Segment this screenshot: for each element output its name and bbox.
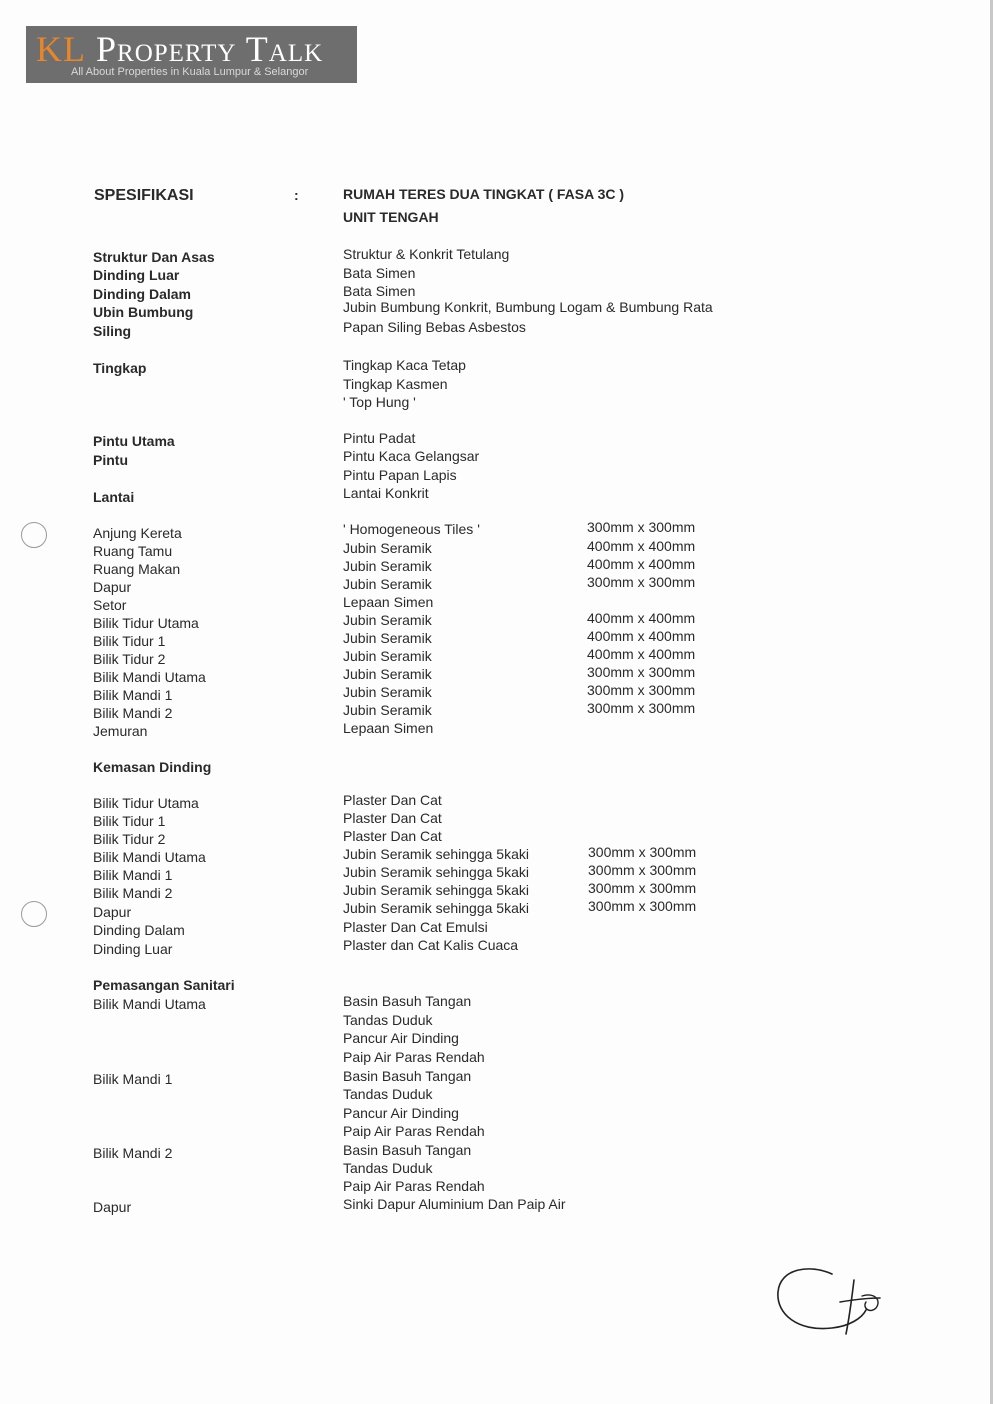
sanitari-item: Basin Basuh Tangan [343,1142,472,1158]
site-logo [26,26,357,83]
dinding-finish: Plaster Dan Cat [343,828,442,844]
value-tingkap-1: Tingkap Kaca Tetap [343,357,466,373]
lantai-room: Bilik Mandi 1 [93,687,173,703]
value-dinding-luar: Bata Simen [343,265,416,281]
dinding-finish: Jubin Seramik sehingga 5kaki [343,846,529,862]
dinding-finish: Jubin Seramik sehingga 5kaki [343,882,529,898]
lantai-room: Jemuran [93,723,148,739]
dinding-room: Bilik Mandi 1 [93,867,173,883]
dinding-room: Bilik Tidur 1 [93,813,166,829]
label-kemasan-dinding: Kemasan Dinding [93,759,212,775]
spec-colon: : [294,187,299,203]
dinding-room: Dapur [93,904,132,920]
lantai-size: 400mm x 400mm [587,610,696,626]
logo-tagline: All About Properties in Kuala Lumpur & Selangor [71,66,309,78]
lantai-size: 300mm x 300mm [587,574,696,590]
lantai-room: Bilik Tidur 2 [93,651,166,667]
sanitari-item: Sinki Dapur Aluminium Dan Paip Air [343,1196,566,1212]
lantai-size: 400mm x 400mm [587,538,696,554]
value-siling: Papan Siling Bebas Asbestos [343,319,526,335]
sanitari-item: Tandas Duduk [343,1012,433,1028]
dinding-size: 300mm x 300mm [588,880,697,896]
value-tingkap-3: ' Top Hung ' [343,394,416,410]
value-pintu-3: Pintu Papan Lapis [343,467,457,483]
sanitari-room: Dapur [93,1199,132,1215]
lantai-size: 400mm x 400mm [587,646,696,662]
lantai-room: Dapur [93,579,132,595]
sanitari-item: Pancur Air Dinding [343,1105,459,1121]
sanitari-item: Basin Basuh Tangan [343,993,472,1009]
lantai-finish: Jubin Seramik [343,666,432,682]
sanitari-item: Tandas Duduk [343,1160,433,1176]
lantai-room: Bilik Tidur 1 [93,633,166,649]
label-pintu-utama: Pintu Utama [93,433,175,449]
lantai-size: 300mm x 300mm [587,664,696,680]
dinding-room: Bilik Mandi 2 [93,885,173,901]
dinding-finish: Plaster dan Cat Kalis Cuaca [343,937,519,953]
spec-title: RUMAH TERES DUA TINGKAT ( FASA 3C ) [343,186,625,202]
lantai-size: 300mm x 300mm [587,519,696,535]
lantai-size: 400mm x 400mm [587,628,696,644]
lantai-finish: Jubin Seramik [343,702,432,718]
sanitari-item: Basin Basuh Tangan [343,1068,472,1084]
spec-label: SPESIFIKASI [94,187,194,204]
dinding-finish: Jubin Seramik sehingga 5kaki [343,900,529,916]
lantai-room: Setor [93,597,127,613]
lantai-room: Anjung Kereta [93,525,182,541]
value-pintu-2: Pintu Kaca Gelangsar [343,448,480,464]
sanitari-item: Pancur Air Dinding [343,1030,459,1046]
punch-hole [21,522,47,548]
lantai-finish: Lepaan Simen [343,720,434,736]
label-pintu: Pintu [93,452,128,468]
dinding-finish: Plaster Dan Cat [343,810,442,826]
label-tingkap: Tingkap [93,360,147,376]
dinding-room: Bilik Tidur Utama [93,795,199,811]
lantai-finish: Lepaan Simen [343,594,434,610]
value-struktur: Struktur & Konkrit Tetulang [343,246,510,262]
sanitari-item: Paip Air Paras Rendah [343,1178,485,1194]
lantai-room: Bilik Mandi Utama [93,669,206,685]
dinding-room: Bilik Mandi Utama [93,849,206,865]
lantai-finish: Jubin Seramik [343,540,432,556]
dinding-size: 300mm x 300mm [588,862,697,878]
value-dinding-dalam: Bata Simen [343,283,416,299]
dinding-room: Bilik Tidur 2 [93,831,166,847]
sanitari-item: Paip Air Paras Rendah [343,1049,485,1065]
value-tingkap-2: Tingkap Kasmen [343,376,448,392]
dinding-finish: Plaster Dan Cat Emulsi [343,919,488,935]
dinding-finish: Jubin Seramik sehingga 5kaki [343,864,529,880]
lantai-size: 300mm x 300mm [587,700,696,716]
sanitari-item: Paip Air Paras Rendah [343,1123,485,1139]
punch-hole [21,901,47,927]
logo-kl: KL [36,29,86,69]
lantai-finish: Jubin Seramik [343,630,432,646]
label-struktur: Struktur Dan Asas [93,249,215,265]
lantai-room: Bilik Mandi 2 [93,705,173,721]
lantai-finish: ' Homogeneous Tiles ' [343,521,480,537]
dinding-size: 300mm x 300mm [588,844,697,860]
dinding-size: 300mm x 300mm [588,898,697,914]
label-lantai: Lantai [93,489,135,505]
lantai-finish: Jubin Seramik [343,576,432,592]
dinding-room: Dinding Dalam [93,922,185,938]
lantai-room: Ruang Tamu [93,543,173,559]
lantai-size: 400mm x 400mm [587,556,696,572]
sanitari-item: Tandas Duduk [343,1086,433,1102]
signature-mark [770,1262,890,1342]
sanitari-room: Bilik Mandi Utama [93,996,206,1012]
sanitari-room: Bilik Mandi 1 [93,1071,173,1087]
value-ubin-bumbung: Jubin Bumbung Konkrit, Bumbung Logam & Bumbung Rata [343,299,713,315]
lantai-room: Ruang Makan [93,561,181,577]
label-siling: Siling [93,323,132,339]
lantai-finish: Jubin Seramik [343,684,432,700]
lantai-size: 300mm x 300mm [587,682,696,698]
lantai-finish: Jubin Seramik [343,648,432,664]
label-dinding-luar: Dinding Luar [93,267,180,283]
label-ubin-bumbung: Ubin Bumbung [93,304,194,320]
logo-property-talk: Property Talk [86,29,324,69]
dinding-finish: Plaster Dan Cat [343,792,442,808]
label-dinding-dalam: Dinding Dalam [93,286,192,302]
lantai-finish: Jubin Seramik [343,612,432,628]
value-pintu-1: Pintu Padat [343,430,416,446]
lantai-finish: Jubin Seramik [343,558,432,574]
dinding-room: Dinding Luar [93,941,173,957]
sanitari-room: Bilik Mandi 2 [93,1145,173,1161]
spec-subtitle: UNIT TENGAH [343,209,439,225]
lantai-room: Bilik Tidur Utama [93,615,199,631]
value-lantai: Lantai Konkrit [343,485,429,501]
label-pemasangan-sanitari: Pemasangan Sanitari [93,977,235,993]
